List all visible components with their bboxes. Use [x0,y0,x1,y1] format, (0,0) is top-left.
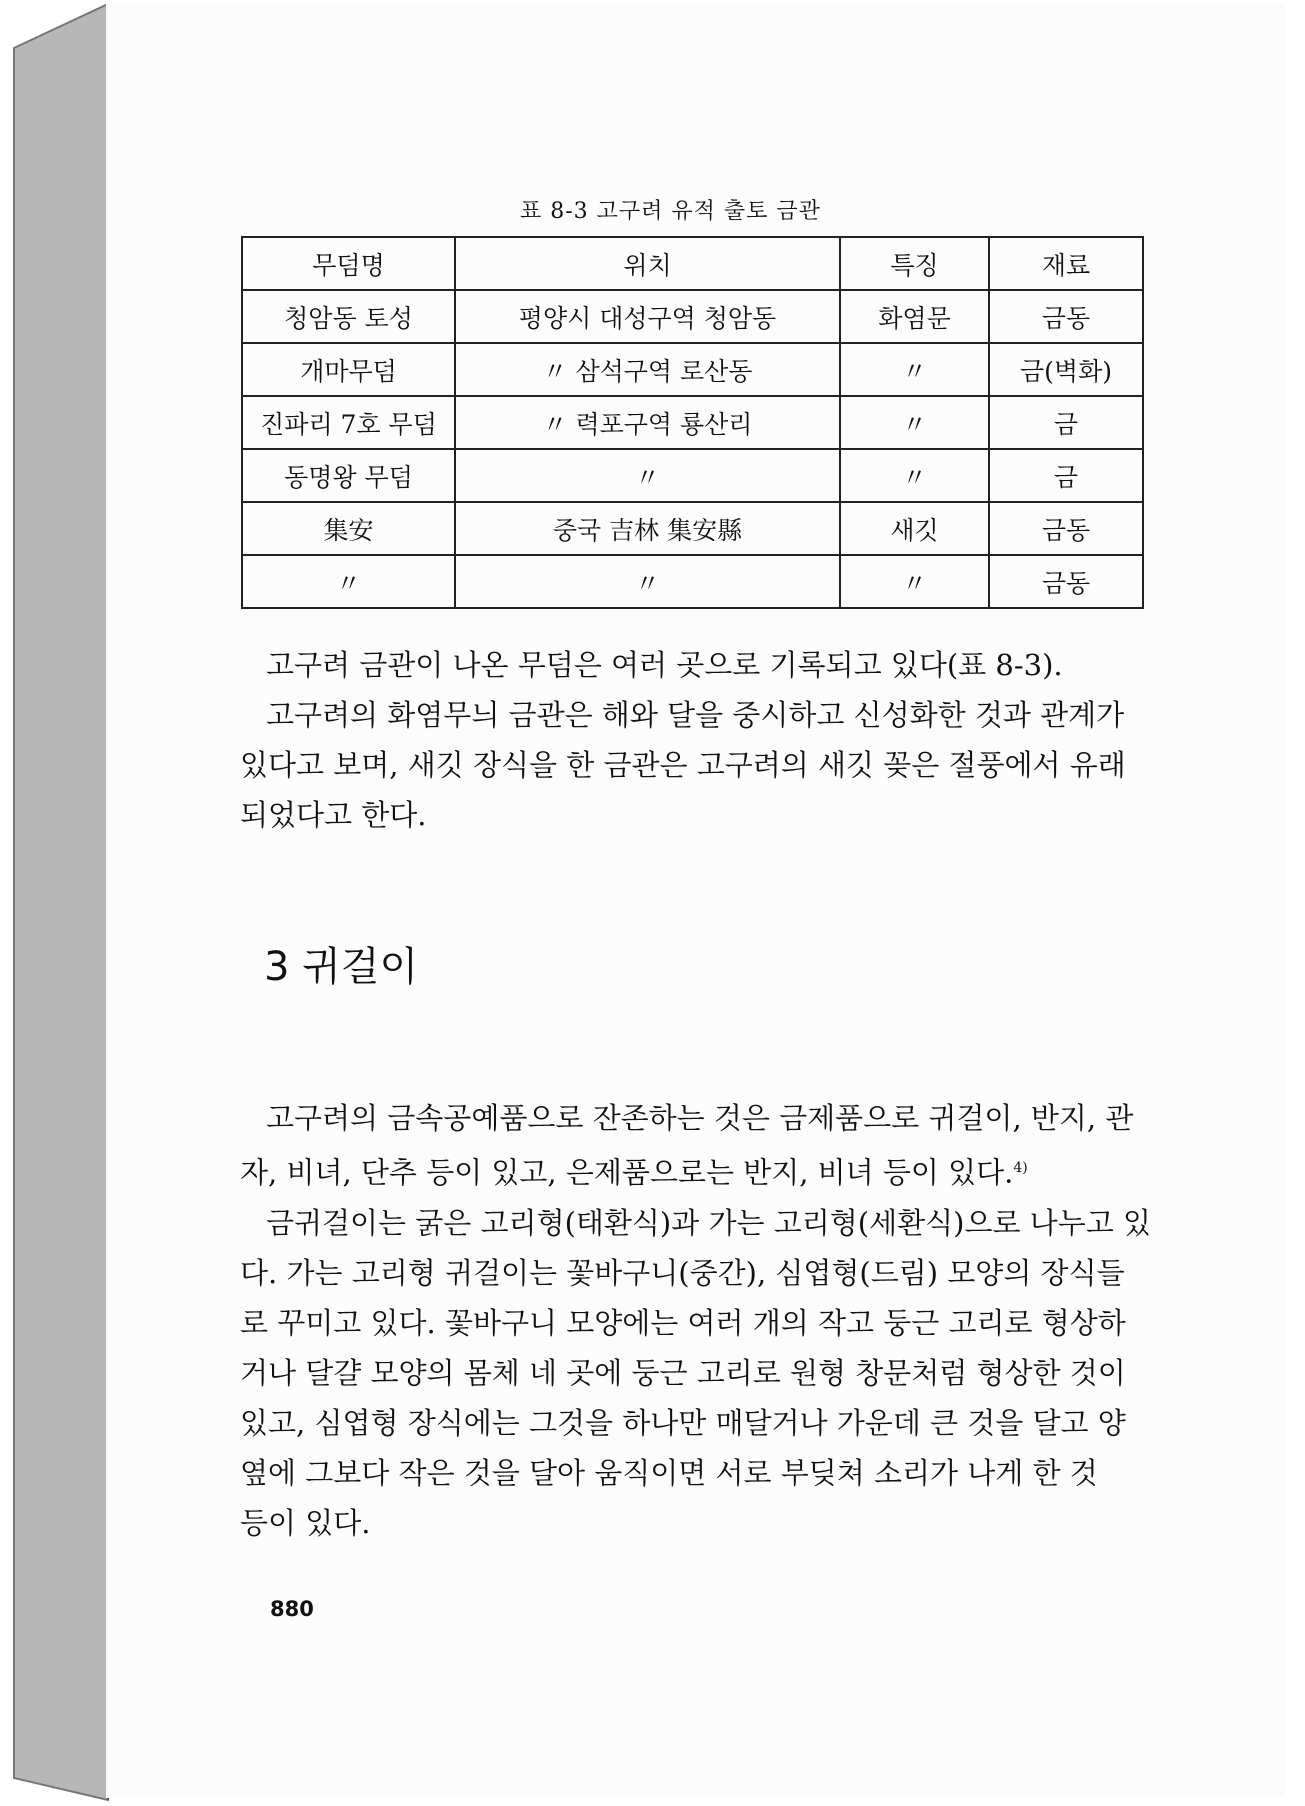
text-line: 금귀걸이는 굵은 고리형(태환식)과 가는 고리형(세환식)으로 나누고 있 [266,1205,1151,1240]
text-line-content: 자, 비녀, 단추 등이 있고, 은제품으로는 반지, 비녀 등이 있다. [240,1155,1014,1190]
table-cell: 集安 [242,502,455,555]
table-cell: 새깃 [840,502,989,555]
table-cell: 〃 [840,396,989,449]
text-line: 거나 달걀 모양의 몸체 네 곳에 둥근 고리로 원형 창문처럼 형상한 것이 [240,1355,1126,1390]
table-cell: 진파리 7호 무덤 [242,396,455,449]
table-cell: 청암동 토성 [242,290,455,343]
text-line: 고구려의 화염무늬 금관은 해와 달을 중시하고 신성화한 것과 관계가 [266,698,1125,732]
table-header-cell: 무덤명 [242,237,455,290]
table-cell: 평양시 대성구역 청암동 [455,290,840,343]
table-header-cell: 특징 [840,237,989,290]
paragraph-earrings [240,1093,1151,1548]
table-cell: 〃 삼석구역 로산동 [455,343,840,396]
table-row [242,555,1143,608]
table-cell: 중국 吉林 集安縣 [455,502,840,555]
page-number: 880 [270,1597,314,1621]
table-header-row [242,237,1143,290]
text-line: 로 꾸미고 있다. 꽃바구니 모양에는 여러 개의 작고 둥근 고리로 형상하 [240,1305,1126,1340]
section-heading: 3 귀걸이 [264,944,419,990]
table-cell: 〃 [242,555,455,608]
text-line [240,1143,1145,1198]
text-line: 고구려의 금속공예품으로 잔존하는 것은 금제품으로 귀걸이, 반지, 관 [266,1101,1134,1135]
table-cell: 〃 [840,555,989,608]
table-row [242,449,1143,502]
table-cell: 금 [989,449,1143,502]
table-row [242,396,1143,449]
table-cell: 개마무덤 [242,343,455,396]
table-row [242,502,1143,555]
gold-crown-table [241,236,1144,609]
footnote-reference: 4) [1013,1160,1028,1176]
text-line: 있다고 보며, 새깃 장식을 한 금관은 고구려의 새깃 꽂은 절풍에서 유래 [240,748,1126,782]
table-cell: 〃 [840,343,989,396]
table-cell: 〃 [455,449,840,502]
table-cell: 〃 력포구역 룡산리 [455,396,840,449]
table-caption: 표 8-3 고구려 유적 출토 금관 [520,199,821,224]
paragraph-crowns [240,640,1145,840]
text-line: 있고, 심엽형 장식에는 그것을 하나만 매달거나 가운데 큰 것을 달고 양 [240,1405,1126,1440]
table-cell: 금동 [989,555,1143,608]
table-cell: 금(벽화) [989,343,1143,396]
table-header-cell: 재료 [989,237,1143,290]
table-header-cell: 위치 [455,237,840,290]
table-cell: 금동 [989,502,1143,555]
table-cell: 금 [989,396,1143,449]
table-row [242,290,1143,343]
table-cell: 화염문 [840,290,989,343]
table-row [242,343,1143,396]
text-line: 되었다고 한다. [240,798,427,832]
text-line: 등이 있다. [240,1505,371,1540]
text-line: 고구려 금관이 나온 무덤은 여러 곳으로 기록되고 있다(표 8-3). [266,648,1063,682]
text-line: 옆에 그보다 작은 것을 달아 움직이면 서로 부딪쳐 소리가 나게 한 것 [240,1455,1098,1490]
table-cell: 금동 [989,290,1143,343]
table-cell: 〃 [840,449,989,502]
table-cell: 동명왕 무덤 [242,449,455,502]
text-line: 다. 가는 고리형 귀걸이는 꽃바구니(중간), 심엽형(드림) 모양의 장식들 [240,1255,1125,1290]
table-cell: 〃 [455,555,840,608]
